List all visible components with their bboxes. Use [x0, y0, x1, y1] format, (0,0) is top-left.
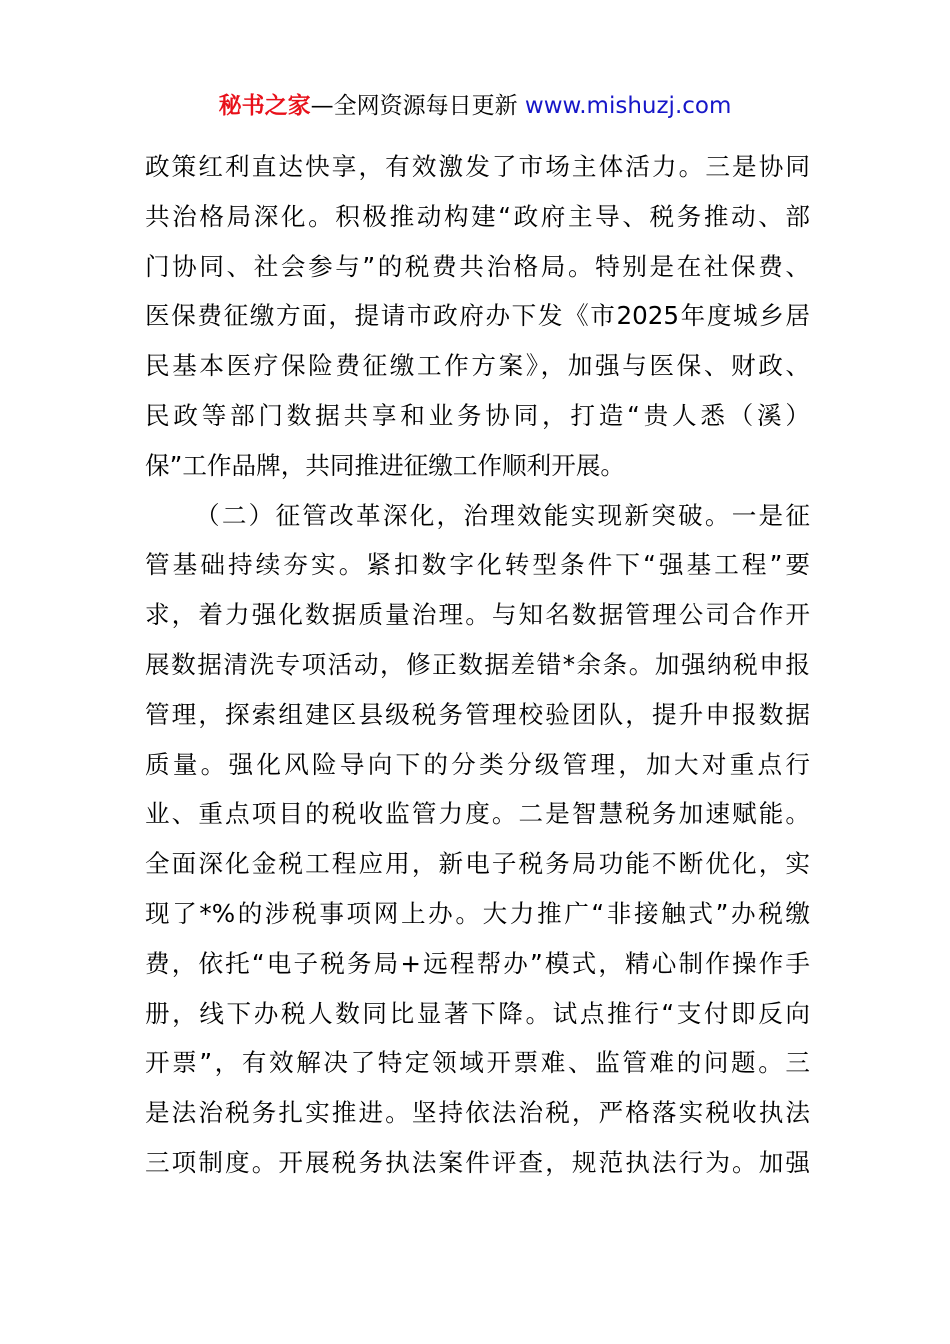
text-line: 三项制度。开展税务执法案件评查，规范执法行为。加强 — [145, 1147, 810, 1177]
text-line: 民基本医疗保险费征缴工作方案》，加强与医保、财政、 — [145, 351, 810, 381]
text-line: 业、重点项目的税收监管力度。二是智慧税务加速赋能。 — [145, 799, 810, 829]
text-line: 展数据清洗专项活动，修正数据差错*余条。加强纳税申报 — [145, 649, 810, 679]
text-line: 医保费征缴方面，提请市政府办下发《市2025年度城乡居 — [145, 301, 810, 331]
text-line: 现了*%的涉税事项网上办。大力推广“非接触式”办税缴 — [145, 898, 810, 928]
banner-separator: — — [310, 93, 334, 119]
text-line: 门协同、社会参与”的税费共治格局。特别是在社保费、 — [145, 251, 810, 281]
text-line: 共治格局深化。积极推动构建“政府主导、税务推动、部 — [145, 201, 810, 231]
text-line: 费，依托“电子税务局+远程帮办”模式，精心制作操作手 — [145, 948, 810, 978]
text-line: 民政等部门数据共享和业务协同，打造“贵人悉（溪） — [145, 400, 810, 430]
site-url-link[interactable]: www.mishuzj.com — [524, 93, 732, 119]
text-line: 管理，探索组建区县级税务管理校验团队，提升申报数据 — [145, 699, 810, 729]
document-body — [145, 142, 810, 1188]
text-line: 全面深化金税工程应用，新电子税务局功能不断优化，实 — [145, 849, 810, 879]
text-line: 管基础持续夯实。紧扣数字化转型条件下“强基工程”要 — [145, 550, 810, 580]
text-line: 册，线下办税人数同比显著下降。试点推行“支付即反向 — [145, 998, 810, 1028]
banner-tagline: 全网资源每日更新 — [333, 93, 525, 119]
text-line: 求，着力强化数据质量治理。与知名数据管理公司合作开 — [145, 600, 810, 630]
text-line: 政策红利直达快享，有效激发了市场主体活力。三是协同 — [145, 152, 810, 181]
site-banner — [0, 84, 950, 128]
site-brand: 秘书之家 — [218, 93, 311, 119]
text-line: 保”工作品牌，共同推进征缴工作顺利开展。 — [145, 450, 626, 480]
text-line: 是法治税务扎实推进。坚持依法治税，严格落实税收执法 — [145, 1098, 810, 1128]
text-line: 质量。强化风险导向下的分类分级管理，加大对重点行 — [145, 749, 810, 779]
section-heading-line: （二）征管改革深化，治理效能实现新突破。一是征 — [195, 500, 810, 530]
text-line: 开票”，有效解决了特定领域开票难、监管难的问题。三 — [145, 1048, 810, 1078]
